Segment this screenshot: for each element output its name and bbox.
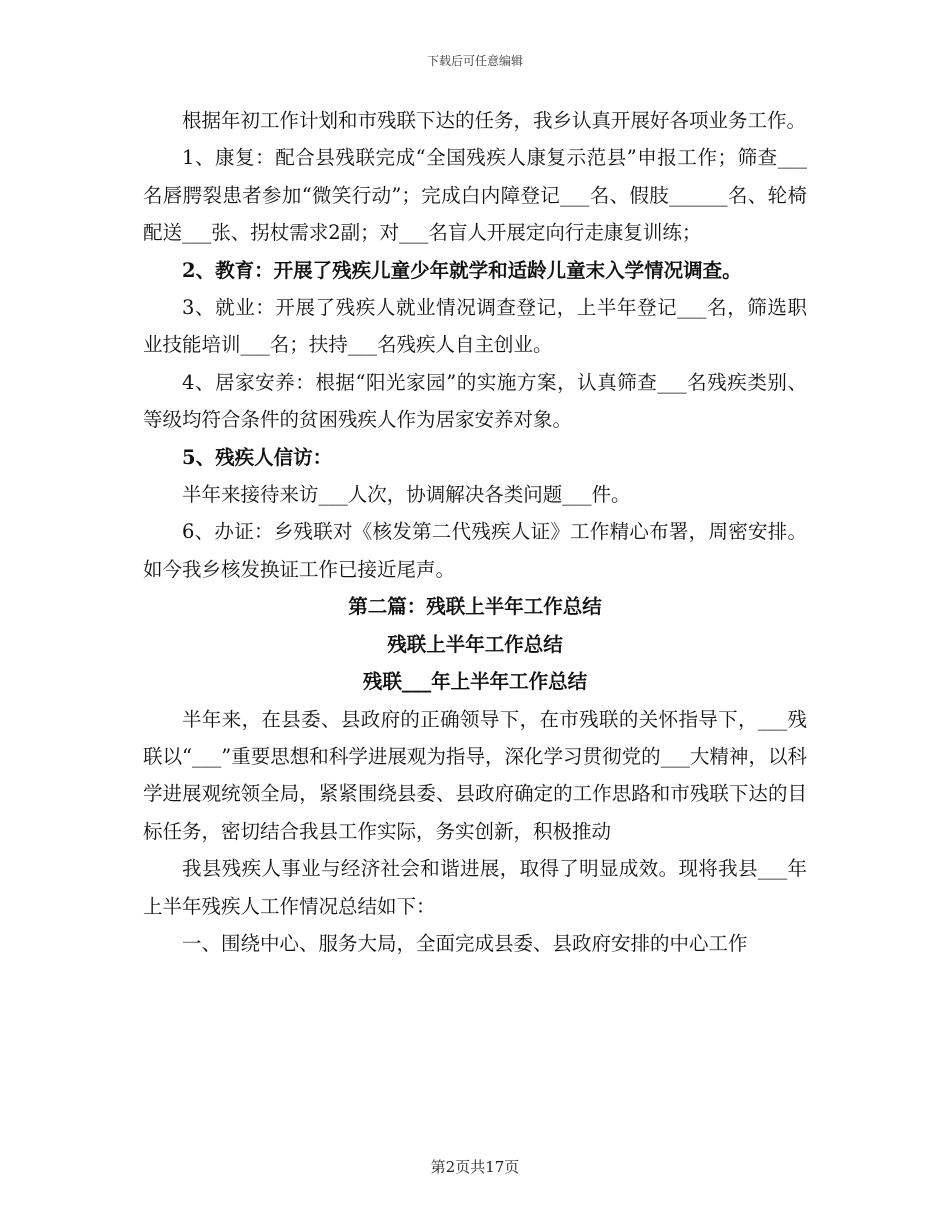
section-title: 第二篇：残联上半年工作总结 xyxy=(348,595,602,619)
paragraph-employment: 3、就业：开展了残疾人就业情况调查登记，上半年登记___名，筛选职业技能培训___名；扶持___名残疾人自主创业。 xyxy=(143,296,807,357)
document-subtitle: 残联___年上半年工作总结 xyxy=(362,670,588,694)
paragraph-summary-intro: 半年来，在县委、县政府的正确领导下，在市残联的关怀指导下，___残联以“___”重要思想和科学进展观为指导，深化学习贯彻党的___大精神，以科学进展观统领全局，紧紧围绕县委、县政府确定的工作思路和市残联下达的目标任务，密切结合我县工作实际，务实创新，积极推动 xyxy=(143,707,807,843)
paragraph-rehabilitation: 1、康复：配合县残联完成“全国残疾人康复示范县”申报工作；筛查___名唇腭裂患者参加“微笑行动”；完成白内障登记___名、假肢______名、轮椅配送___张、拐杖需求2副；对___名盲人开展定向行走康复训练； xyxy=(143,146,807,245)
paragraph-summary-result: 我县残疾人事业与经济社会和谐进展，取得了明显成效。现将我县___年上半年残疾人工作情况总结如下： xyxy=(143,857,807,918)
page-footer: 第2页共17页 xyxy=(430,1158,520,1176)
paragraph-petition-heading: 5、残疾人信访： xyxy=(182,445,333,469)
paragraph-education: 2、教育：开展了残疾儿童少年就学和适龄儿童末入学情况调查。 xyxy=(182,258,742,282)
document-body xyxy=(143,102,807,962)
paragraph-section-one: 一、围绕中心、服务大局，全面完成县委、县政府安排的中心工作 xyxy=(182,931,748,955)
paragraph-petition: 半年来接待来访___人次，协调解决各类问题___件。 xyxy=(182,483,631,507)
document-title: 残联上半年工作总结 xyxy=(387,632,563,656)
paragraph-home-care: 4、居家安养：根据“阳光家园”的实施方案，认真筛查___名残疾类别、等级均符合条件的贫困残疾人作为居家安养对象。 xyxy=(143,370,807,432)
paragraph-intro: 根据年初工作计划和市残联下达的任务，我乡认真开展好各项业务工作。 xyxy=(182,109,807,132)
paragraph-certificate: 6、办证：乡残联对《核发第二代残疾人证》工作精心布署，周密安排。如今我乡核发换证工作已接近尾声。 xyxy=(143,520,807,581)
page-header: 下载后可任意编辑 xyxy=(426,54,523,68)
